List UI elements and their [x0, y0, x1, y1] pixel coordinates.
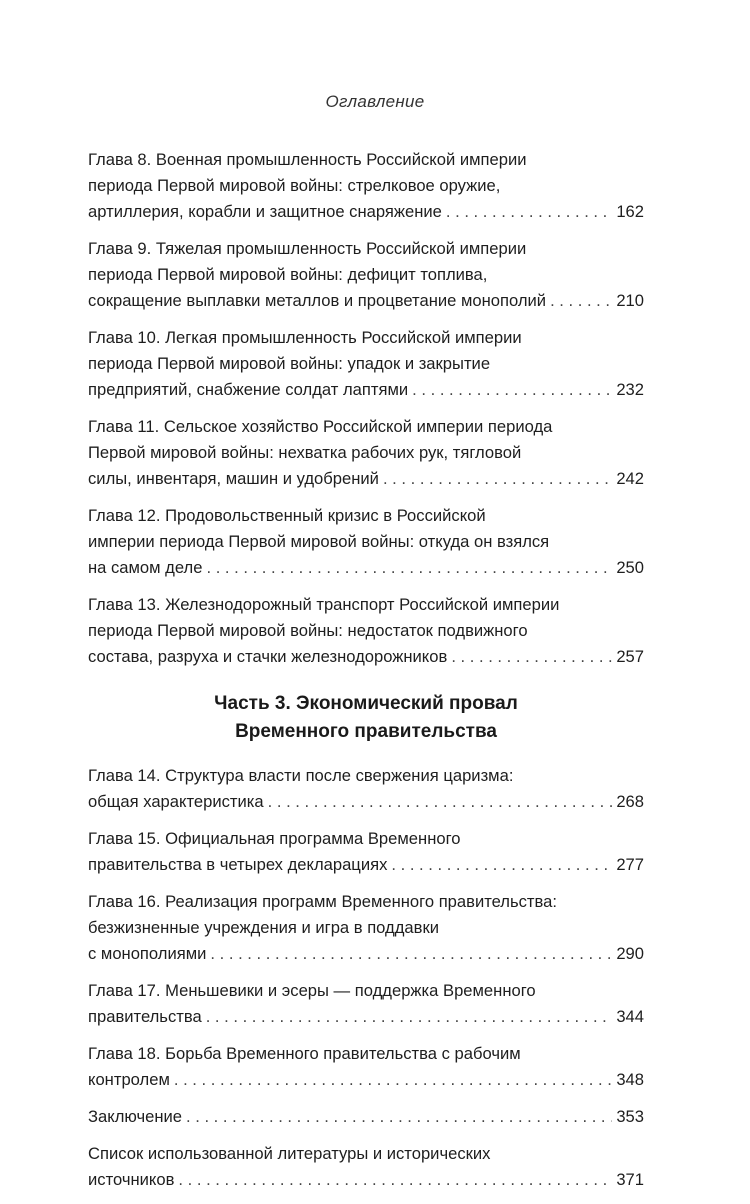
toc-entry-title-line: на самом деле [88, 558, 203, 577]
toc-entry-title-line: правительства в четырех декларациях [88, 855, 388, 874]
toc-entry [88, 325, 644, 403]
toc-entry-last-line [88, 199, 644, 225]
toc-entry-last-line [88, 644, 644, 670]
toc-entry-title-line: Первой мировой войны: нехватка рабочих рук, тягловой [88, 443, 522, 462]
dot-leader [210, 941, 612, 967]
toc-entry [88, 236, 644, 314]
toc-entry-last-line [88, 288, 644, 314]
table-of-contents [88, 147, 644, 1204]
toc-entry-last-line [88, 1167, 644, 1193]
page-number: 290 [616, 944, 644, 963]
toc-entry-last-line [88, 852, 644, 878]
part-3-heading [88, 690, 644, 746]
toc-entry-title-line: безжизненные учреждения и игра в поддавки [88, 918, 439, 937]
toc-entry-title-line: правительства [88, 1007, 202, 1026]
toc-entry-title-line: общая характеристика [88, 792, 264, 811]
dot-leader [174, 1067, 612, 1093]
dot-leader [550, 288, 612, 314]
toc-entry-title-line: контролем [88, 1070, 170, 1089]
dot-leader [412, 377, 612, 403]
toc-group-part2-chapters [88, 147, 644, 670]
toc-entry-title-line: Глава 14. Структура власти после свержения царизма: [88, 766, 514, 785]
toc-entry-title-line: Глава 17. Меньшевики и эсеры — поддержка Временного [88, 981, 536, 1000]
page-number: 242 [616, 469, 644, 488]
toc-entry-title-line: Глава 18. Борьба Временного правительства с рабочим [88, 1044, 521, 1063]
toc-entry-title-line: Глава 10. Легкая промышленность Российской империи [88, 328, 522, 347]
toc-entry-title-line: Глава 11. Сельское хозяйство Российской империи периода [88, 417, 553, 436]
toc-entry [88, 592, 644, 670]
toc-entry-title-line: с монополиями [88, 944, 207, 963]
page-number: 277 [616, 855, 644, 874]
toc-entry-title-line: состава, разруха и стачки железнодорожников [88, 647, 448, 666]
toc-entry-title-line: Заключение [88, 1107, 182, 1126]
page-number: 162 [616, 202, 644, 221]
toc-entry-last-line [88, 789, 644, 815]
dot-leader [186, 1104, 612, 1130]
page-number: 257 [616, 647, 644, 666]
toc-entry-title-line: периода Первой мировой войны: дефицит топлива, [88, 265, 488, 284]
toc-group-part3-chapters [88, 763, 644, 1193]
toc-entry-last-line [88, 377, 644, 403]
part-3-heading-line2: Временного правительства [235, 721, 497, 742]
part-3-heading-line1: Часть 3. Экономический провал [214, 693, 518, 714]
page-number: 353 [616, 1107, 644, 1126]
dot-leader [446, 199, 612, 225]
toc-entry-title-line: Глава 8. Военная промышленность Российской империи [88, 150, 527, 169]
toc-entry [88, 978, 644, 1030]
toc-entry [88, 1041, 644, 1093]
toc-entry-title-line: Глава 9. Тяжелая промышленность Российской империи [88, 239, 527, 258]
toc-entry-title-line: артиллерия, корабли и защитное снаряжение [88, 202, 442, 221]
dot-leader [178, 1167, 612, 1193]
page-number: 344 [616, 1007, 644, 1026]
toc-entry [88, 147, 644, 225]
toc-entry-title-line: Глава 16. Реализация программ Временного правительства: [88, 892, 557, 911]
toc-entry-title-line: периода Первой мировой войны: упадок и закрытие [88, 354, 491, 373]
dot-leader [206, 555, 612, 581]
dot-leader [383, 466, 612, 492]
toc-entry [88, 763, 644, 815]
toc-entry-title-line: Глава 12. Продовольственный кризис в Российской [88, 506, 486, 525]
dot-leader [268, 789, 613, 815]
toc-entry [88, 889, 644, 967]
page-number: 268 [616, 792, 644, 811]
page-number: 232 [616, 380, 644, 399]
toc-entry [88, 1104, 644, 1130]
page-number: 371 [616, 1170, 644, 1189]
toc-entry [88, 826, 644, 878]
toc-entry-last-line [88, 1004, 644, 1030]
toc-entry-last-line [88, 466, 644, 492]
toc-entry [88, 414, 644, 492]
toc-entry [88, 503, 644, 581]
page-number: 210 [616, 291, 644, 310]
page-number: 348 [616, 1070, 644, 1089]
toc-entry-title-line: предприятий, снабжение солдат лаптями [88, 380, 409, 399]
toc-entry-title-line: Глава 13. Железнодорожный транспорт Российской империи [88, 595, 560, 614]
toc-entry-title-line: империи периода Первой мировой войны: откуда он взялся [88, 532, 550, 551]
toc-entry-title-line: Список использованной литературы и исторических [88, 1144, 491, 1163]
toc-entry [88, 1141, 644, 1193]
toc-entry-title-line: сокращение выплавки металлов и процветание монополий [88, 291, 547, 310]
dot-leader [451, 644, 612, 670]
toc-entry-last-line [88, 555, 644, 581]
toc-entry-title-line: источников [88, 1170, 175, 1189]
toc-entry-title-line: силы, инвентаря, машин и удобрений [88, 469, 379, 488]
dot-leader [391, 852, 612, 878]
dot-leader [206, 1004, 613, 1030]
toc-entry-title-line: периода Первой мировой войны: недостаток подвижного [88, 621, 528, 640]
toc-entry-last-line [88, 941, 644, 967]
toc-entry-title-line: периода Первой мировой войны: стрелковое оружие, [88, 176, 501, 195]
page-number: 250 [616, 558, 644, 577]
toc-entry-last-line [88, 1067, 644, 1093]
toc-entry-title-line: Глава 15. Официальная программа Временного [88, 829, 461, 848]
toc-entry-last-line [88, 1104, 644, 1130]
running-head: Оглавление [325, 92, 425, 111]
